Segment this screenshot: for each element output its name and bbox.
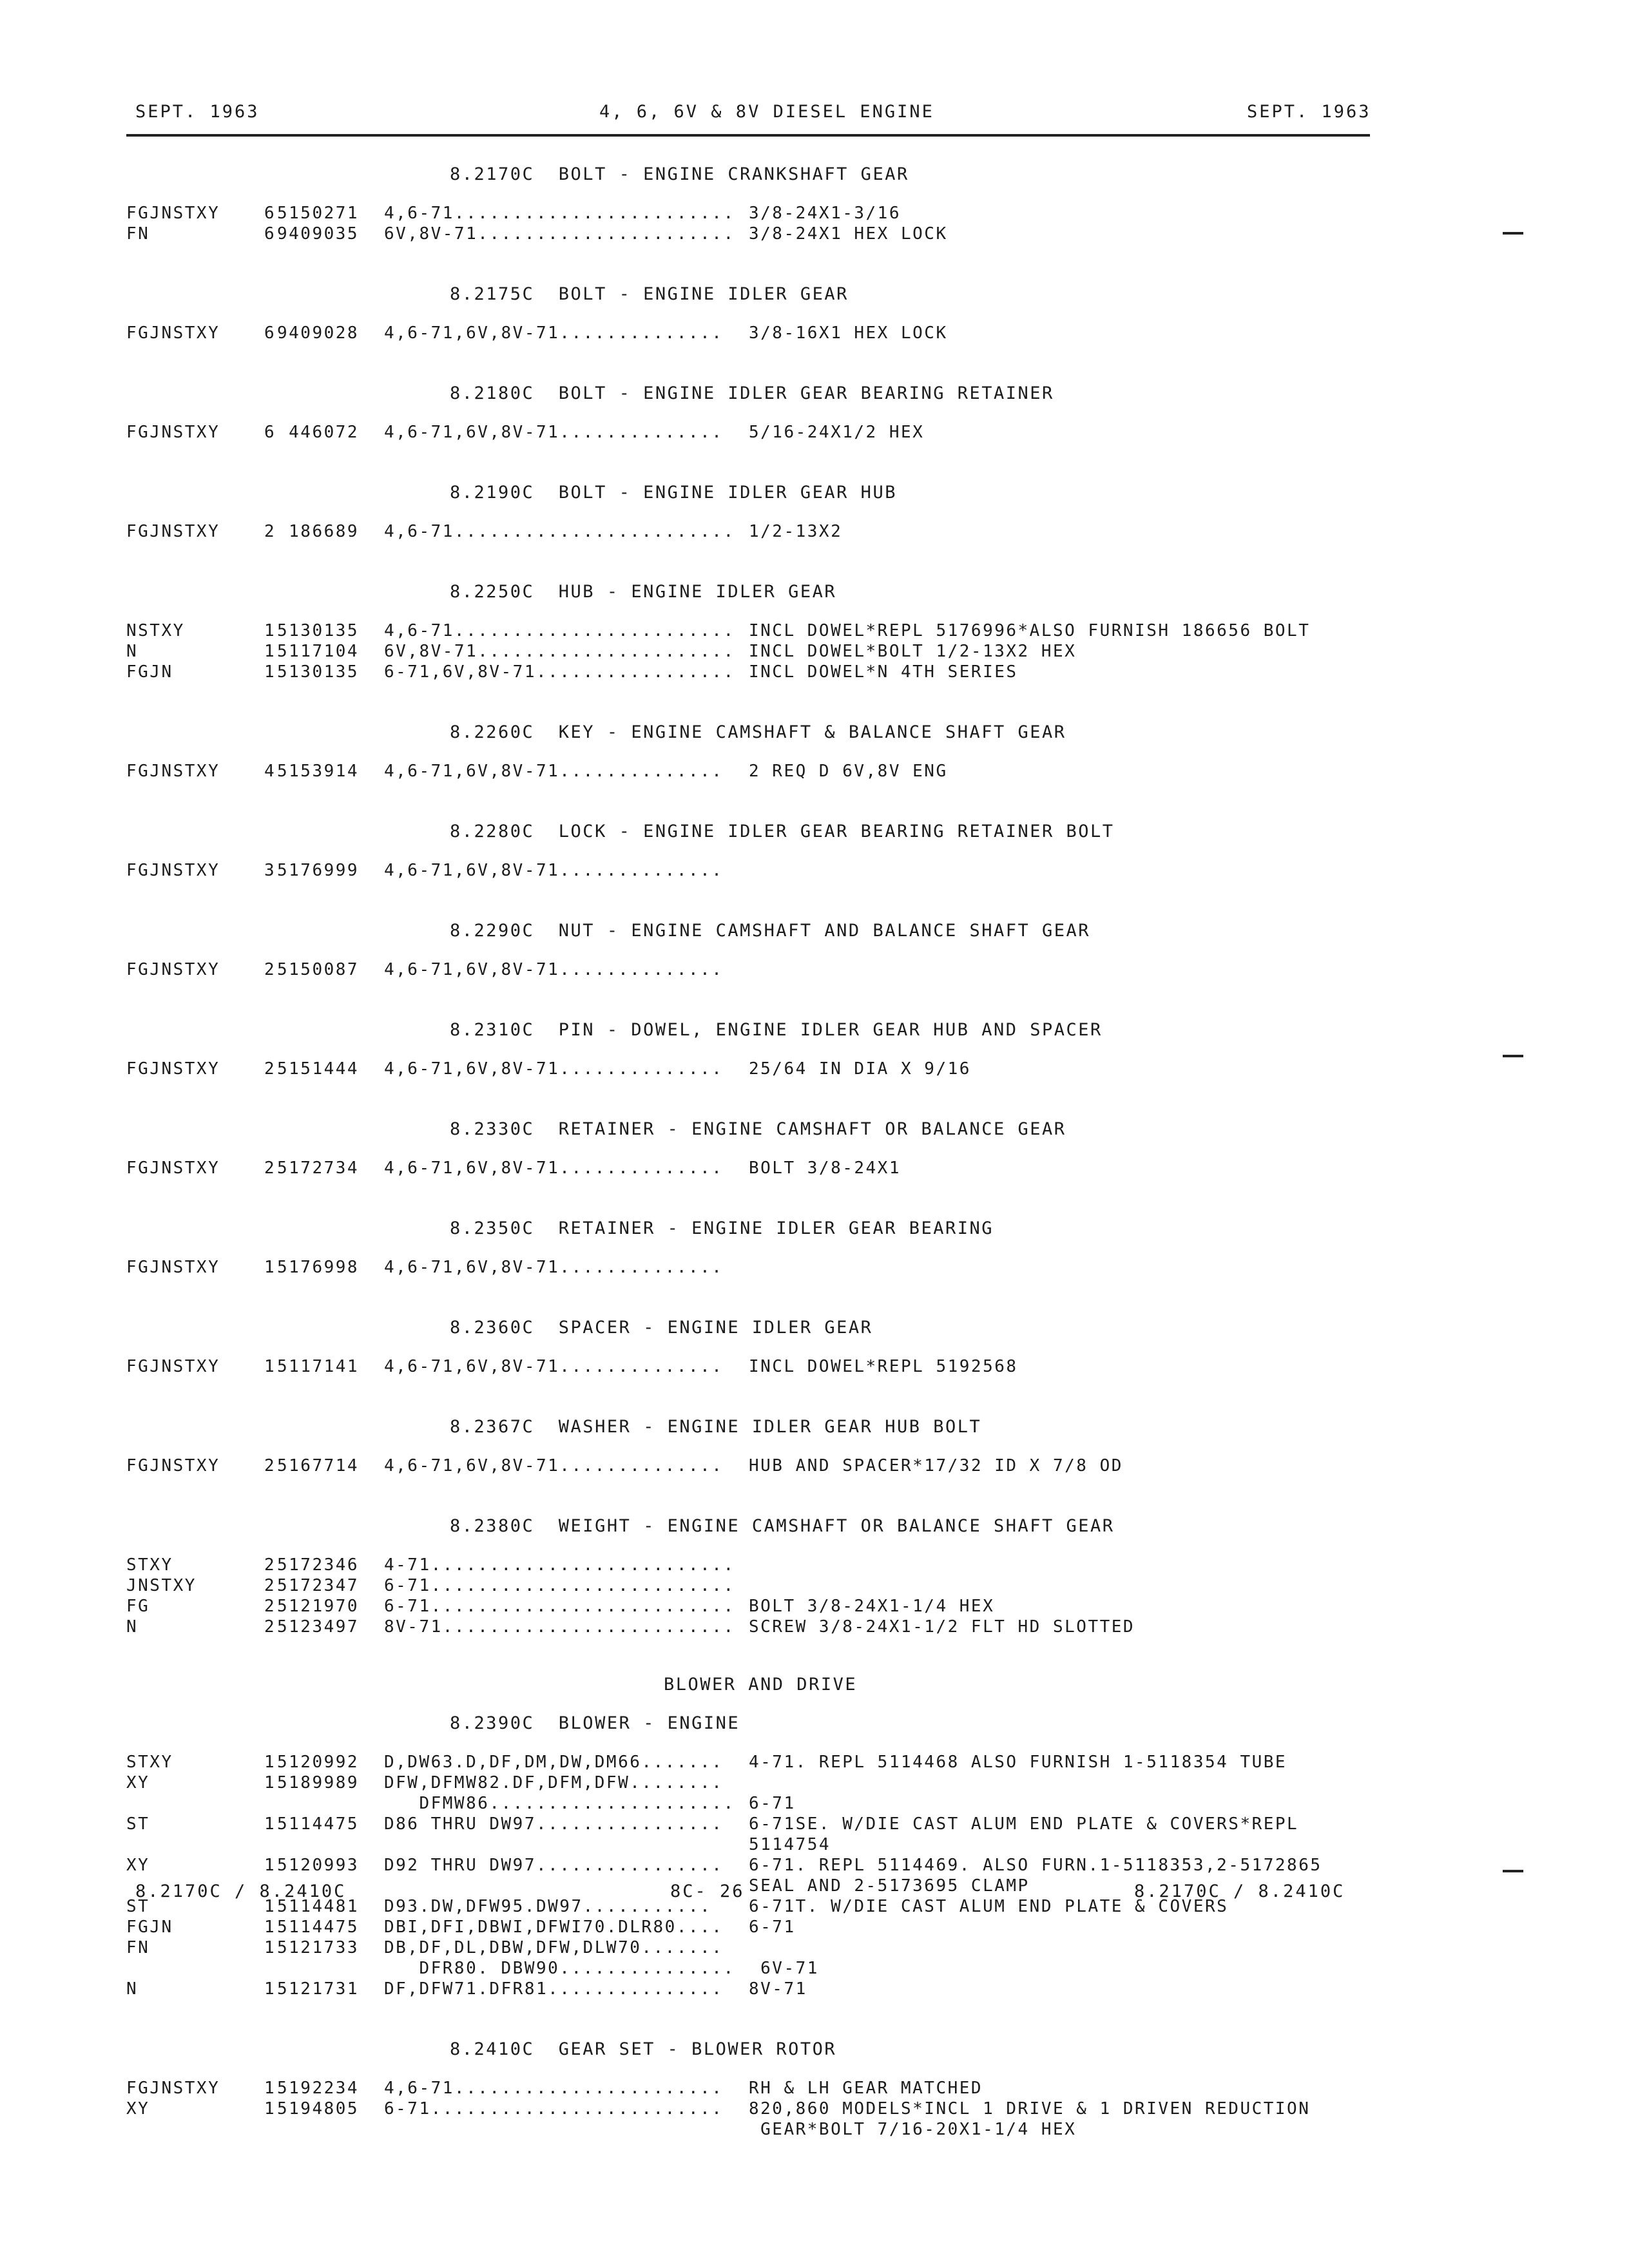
quantity: 3	[264, 861, 276, 880]
quantity: 1	[264, 1753, 276, 1772]
quantity: 1	[264, 1258, 276, 1277]
model-code: FN	[126, 224, 150, 244]
description: 3/8-16X1 HEX LOCK	[749, 323, 948, 343]
model-code: FGJNSTXY	[126, 323, 220, 343]
model-applicability: 6-71..........................	[384, 1597, 735, 1616]
quantity: 2	[264, 1555, 276, 1575]
section-title: 8.2260C KEY - ENGINE CAMSHAFT & BALANCE SHAFT GEAR	[450, 722, 1066, 742]
group-title: BLOWER AND DRIVE	[664, 1675, 858, 1695]
part-number: 5192234	[277, 2079, 360, 2098]
description: 6-71. REPL 5114469. ALSO FURN.1-5118353,2-5172865	[749, 1856, 1322, 1875]
model-code: FGJNSTXY	[126, 204, 220, 223]
quantity: 1	[264, 1938, 276, 1957]
model-applicability: 4,6-71,6V,8V-71..............	[384, 1357, 724, 1376]
quantity: 2	[264, 1597, 276, 1616]
quantity: 6	[264, 423, 276, 442]
description: 820,860 MODELS*INCL 1 DRIVE & 1 DRIVEN REDUCTION	[749, 2099, 1311, 2119]
model-applicability: 4-71..........................	[384, 1555, 735, 1575]
description: 6-71	[749, 1794, 796, 1813]
part-number: 5121733	[277, 1938, 360, 1957]
model-code: FG	[126, 1597, 150, 1616]
model-applicability: DFR80. DBW90...............	[384, 1959, 735, 1978]
part-number: 5121731	[277, 1979, 360, 1999]
header-date-left: SEPT. 1963	[135, 102, 260, 122]
model-code: FGJNSTXY	[126, 1158, 220, 1178]
model-applicability: 4,6-71,6V,8V-71..............	[384, 323, 724, 343]
quantity: 4	[264, 762, 276, 781]
model-code: XY	[126, 1773, 150, 1792]
quantity: 1	[264, 621, 276, 640]
part-number: 5123497	[277, 1617, 360, 1637]
description: SCREW 3/8-24X1-1/2 FLT HD SLOTTED	[749, 1617, 1135, 1637]
description: 6V-71	[749, 1959, 819, 1978]
model-applicability: 6-71..........................	[384, 1576, 735, 1595]
model-code: FGJN	[126, 662, 173, 682]
header-rule	[126, 134, 1370, 137]
section-title: 8.2350C RETAINER - ENGINE IDLER GEAR BEARING	[450, 1218, 994, 1238]
quantity: 1	[264, 1814, 276, 1834]
model-applicability: 6-71.........................	[384, 2099, 724, 2119]
model-applicability: 4,6-71,6V,8V-71..............	[384, 762, 724, 781]
model-applicability: D93.DW,DFW95.DW97...........	[384, 1897, 712, 1916]
quantity: 1	[264, 1357, 276, 1376]
model-applicability: D86 THRU DW97................	[384, 1814, 724, 1834]
model-code: FN	[126, 1938, 150, 1957]
footer-ref-right: 8.2170C / 8.2410C	[1134, 1881, 1345, 1901]
section-title: 8.2310C PIN - DOWEL, ENGINE IDLER GEAR HUB AND SPACER	[450, 1020, 1103, 1040]
quantity: 1	[264, 1917, 276, 1937]
description: 6-71	[749, 1917, 796, 1937]
model-code: FGJNSTXY	[126, 1357, 220, 1376]
quantity: 2	[264, 960, 276, 979]
model-applicability: 4,6-71,6V,8V-71..............	[384, 1059, 724, 1079]
part-number: 5176998	[277, 1258, 360, 1277]
model-applicability: 4,6-71........................	[384, 204, 735, 223]
quantity: 1	[264, 2079, 276, 2098]
description: 2 REQ D 6V,8V ENG	[749, 762, 948, 781]
section-title: 8.2190C BOLT - ENGINE IDLER GEAR HUB	[450, 483, 897, 503]
description: SEAL AND 2-5173695 CLAMP	[749, 1876, 1030, 1896]
description: INCL DOWEL*N 4TH SERIES	[749, 662, 1018, 682]
description: 1/2-13X2	[749, 522, 843, 541]
model-code: N	[126, 1617, 139, 1637]
model-code: ST	[126, 1814, 150, 1834]
model-applicability: 4,6-71,6V,8V-71..............	[384, 423, 724, 442]
model-applicability: 8V-71.........................	[384, 1617, 735, 1637]
header-date-right: SEPT. 1963	[1247, 102, 1371, 122]
part-number: 9409035	[277, 224, 360, 244]
model-applicability: 4,6-71.......................	[384, 2079, 724, 2098]
section-title: 8.2250C HUB - ENGINE IDLER GEAR	[450, 582, 837, 602]
description: 4-71. REPL 5114468 ALSO FURNISH 1-5118354 TUBE	[749, 1753, 1287, 1772]
section-title: 8.2170C BOLT - ENGINE CRANKSHAFT GEAR	[450, 164, 909, 184]
part-number: 5120993	[277, 1856, 360, 1875]
model-applicability: DFMW86.....................	[384, 1794, 735, 1813]
section-title: 8.2290C NUT - ENGINE CAMSHAFT AND BALANCE SHAFT GEAR	[450, 921, 1091, 941]
quantity: 1	[264, 662, 276, 682]
footer-ref-left: 8.2170C / 8.2410C	[135, 1881, 347, 1901]
model-applicability: DF,DFW71.DFR81...............	[384, 1979, 724, 1999]
model-code: ST	[126, 1897, 150, 1916]
quantity: 6	[264, 204, 276, 223]
quantity: 2	[264, 1456, 276, 1475]
description: RH & LH GEAR MATCHED	[749, 2079, 983, 2098]
description: 25/64 IN DIA X 9/16	[749, 1059, 971, 1079]
model-code: FGJNSTXY	[126, 1456, 220, 1475]
section-title: 8.2360C SPACER - ENGINE IDLER GEAR	[450, 1318, 873, 1338]
part-number: 446072	[277, 423, 360, 442]
model-applicability: 4,6-71,6V,8V-71..............	[384, 861, 724, 880]
model-applicability: 6V,8V-71......................	[384, 642, 735, 661]
revision-mark	[1503, 1870, 1523, 1872]
part-number: 5150271	[277, 204, 360, 223]
model-applicability: 4,6-71,6V,8V-71..............	[384, 960, 724, 979]
model-code: N	[126, 1979, 139, 1999]
section-title: 8.2280C LOCK - ENGINE IDLER GEAR BEARING RETAINER BOLT	[450, 822, 1115, 841]
section-title: 8.2410C GEAR SET - BLOWER ROTOR	[450, 2039, 837, 2059]
model-code: FGJNSTXY	[126, 423, 220, 442]
model-applicability: D,DW63.D,DF,DM,DW,DM66.......	[384, 1753, 724, 1772]
quantity: 1	[264, 642, 276, 661]
quantity: 2	[264, 1158, 276, 1178]
part-number: 9409028	[277, 323, 360, 343]
part-number: 5114475	[277, 1814, 360, 1834]
description: HUB AND SPACER*17/32 ID X 7/8 OD	[749, 1456, 1123, 1475]
revision-mark	[1503, 232, 1523, 235]
part-number: 5172347	[277, 1576, 360, 1595]
part-number: 5117141	[277, 1357, 360, 1376]
part-number: 5194805	[277, 2099, 360, 2119]
model-code: XY	[126, 2099, 150, 2119]
part-number: 5120992	[277, 1753, 360, 1772]
description: 6-71SE. W/DIE CAST ALUM END PLATE & COVERS*REPL	[749, 1814, 1299, 1834]
quantity: 2	[264, 1059, 276, 1079]
model-applicability: 4,6-71,6V,8V-71..............	[384, 1456, 724, 1475]
part-number: 5172734	[277, 1158, 360, 1178]
model-code: FGJNSTXY	[126, 960, 220, 979]
part-number: 5167714	[277, 1456, 360, 1475]
revision-mark	[1503, 1055, 1523, 1057]
model-code: XY	[126, 1856, 150, 1875]
model-code: FGJNSTXY	[126, 762, 220, 781]
part-number: 5130135	[277, 662, 360, 682]
quantity: 1	[264, 1979, 276, 1999]
model-code: STXY	[126, 1555, 173, 1575]
model-code: FGJN	[126, 1917, 173, 1937]
description: 5114754	[749, 1835, 831, 1854]
part-number: 5121970	[277, 1597, 360, 1616]
part-number: 5172346	[277, 1555, 360, 1575]
section-title: 8.2380C WEIGHT - ENGINE CAMSHAFT OR BALANCE SHAFT GEAR	[450, 1516, 1115, 1536]
description: BOLT 3/8-24X1-1/4 HEX	[749, 1597, 995, 1616]
model-applicability: 6-71,6V,8V-71.................	[384, 662, 735, 682]
part-number: 5114475	[277, 1917, 360, 1937]
part-number: 5117104	[277, 642, 360, 661]
description: 8V-71	[749, 1979, 807, 1999]
description: INCL DOWEL*REPL 5176996*ALSO FURNISH 186656 BOLT	[749, 621, 1311, 640]
model-applicability: 4,6-71,6V,8V-71..............	[384, 1158, 724, 1178]
part-number: 5176999	[277, 861, 360, 880]
footer-page-number: 8C- 26	[670, 1881, 745, 1901]
part-number: 5114481	[277, 1897, 360, 1916]
model-applicability: DBI,DFI,DBWI,DFWI70.DLR80....	[384, 1917, 724, 1937]
model-applicability: DB,DF,DL,DBW,DFW,DLW70.......	[384, 1938, 724, 1957]
model-applicability: 6V,8V-71......................	[384, 224, 735, 244]
model-code: FGJNSTXY	[126, 1059, 220, 1079]
model-code: STXY	[126, 1753, 173, 1772]
description: 3/8-24X1 HEX LOCK	[749, 224, 948, 244]
quantity: 6	[264, 323, 276, 343]
description: 5/16-24X1/2 HEX	[749, 423, 925, 442]
model-code: FGJNSTXY	[126, 861, 220, 880]
part-number: 5151444	[277, 1059, 360, 1079]
quantity: 1	[264, 1897, 276, 1916]
quantity: 2	[264, 522, 276, 541]
quantity: 1	[264, 1773, 276, 1792]
model-code: FGJNSTXY	[126, 2079, 220, 2098]
model-code: FGJNSTXY	[126, 522, 220, 541]
description: BOLT 3/8-24X1	[749, 1158, 901, 1178]
model-code: NSTXY	[126, 621, 185, 640]
section-title: 8.2180C BOLT - ENGINE IDLER GEAR BEARING RETAINER	[450, 383, 1054, 403]
model-applicability: DFW,DFMW82.DF,DFM,DFW........	[384, 1773, 724, 1792]
part-number: 5189989	[277, 1773, 360, 1792]
quantity: 2	[264, 1576, 276, 1595]
part-number: 5150087	[277, 960, 360, 979]
quantity: 6	[264, 224, 276, 244]
model-applicability: 4,6-71........................	[384, 621, 735, 640]
section-title: 8.2390C BLOWER - ENGINE	[450, 1713, 740, 1733]
description: 3/8-24X1-3/16	[749, 204, 901, 223]
model-applicability: 4,6-71,6V,8V-71..............	[384, 1258, 724, 1277]
section-title: 8.2367C WASHER - ENGINE IDLER GEAR HUB BOLT	[450, 1417, 982, 1437]
description: INCL DOWEL*REPL 5192568	[749, 1357, 1018, 1376]
description: INCL DOWEL*BOLT 1/2-13X2 HEX	[749, 642, 1077, 661]
model-applicability: 4,6-71........................	[384, 522, 735, 541]
quantity: 1	[264, 2099, 276, 2119]
quantity: 1	[264, 1856, 276, 1875]
part-number: 5153914	[277, 762, 360, 781]
part-number: 186689	[277, 522, 360, 541]
model-code: N	[126, 642, 139, 661]
model-applicability: D92 THRU DW97................	[384, 1856, 724, 1875]
part-number: 5130135	[277, 621, 360, 640]
model-code: JNSTXY	[126, 1576, 197, 1595]
description: 6-71T. W/DIE CAST ALUM END PLATE & COVERS	[749, 1897, 1229, 1916]
section-title: 8.2175C BOLT - ENGINE IDLER GEAR	[450, 284, 849, 304]
section-title: 8.2330C RETAINER - ENGINE CAMSHAFT OR BALANCE GEAR	[450, 1119, 1066, 1139]
model-code: FGJNSTXY	[126, 1258, 220, 1277]
description: GEAR*BOLT 7/16-20X1-1/4 HEX	[749, 2120, 1077, 2139]
quantity: 2	[264, 1617, 276, 1637]
header-title: 4, 6, 6V & 8V DIESEL ENGINE	[599, 102, 934, 122]
